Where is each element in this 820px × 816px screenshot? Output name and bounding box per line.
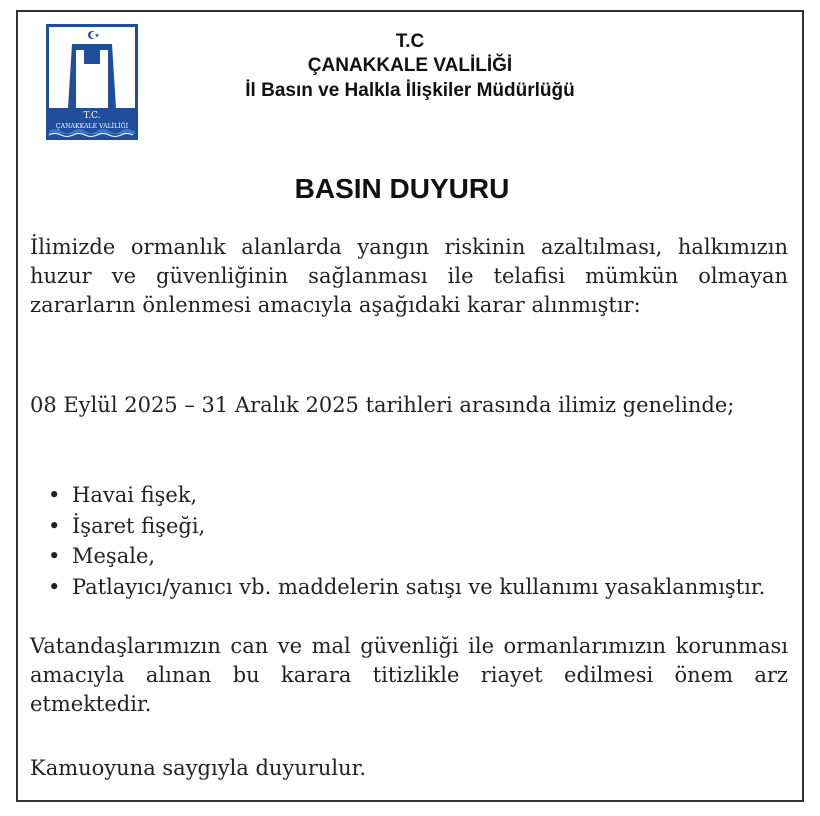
closing-line: Kamuoyuna saygıyla duyurulur. bbox=[30, 756, 367, 780]
bullet-icon: • bbox=[48, 483, 61, 507]
list-item-text: İşaret fişeği, bbox=[72, 513, 206, 538]
page-title: BASIN DUYURU bbox=[294, 173, 510, 204]
logo-text-tc: T.C. bbox=[83, 111, 101, 121]
list-item bbox=[48, 572, 765, 603]
header-line-mudurluk: İl Basın ve Halkla İlişkiler Müdürlüğü bbox=[245, 80, 575, 101]
bullet-icon: • bbox=[48, 513, 61, 538]
bullet-icon: • bbox=[48, 574, 61, 599]
list-item bbox=[48, 541, 765, 572]
header-line-valilik: ÇANAKKALE VALİLİĞİ bbox=[307, 55, 513, 76]
compliance-paragraph: Vatandaşlarımızın can ve mal güvenliği ile ormanlarımızın korunması amacıyla alınan bu karara titizlikle riayet edilmesi önem arz etmektedir. bbox=[30, 634, 788, 716]
prohibited-items-list bbox=[48, 480, 765, 602]
intro-paragraph: İlimizde ormanlık alanlarda yangın riskinin azaltılması, halkımızın huzur ve güvenliğinin sağlanması ile telafisi mümkün olmayan zararların önlenmesi amacıyla aşağıdaki karar alınmıştır: bbox=[30, 235, 788, 317]
canakkale-valiligi-logo bbox=[46, 24, 138, 140]
list-item-text: Patlayıcı/yanıcı vb. maddelerin satışı ve kullanımı yasaklanmıştır. bbox=[72, 574, 766, 599]
header-line-tc: T.C bbox=[395, 31, 425, 52]
list-item bbox=[48, 511, 765, 542]
date-range-paragraph: 08 Eylül 2025 – 31 Aralık 2025 tarihleri arasında ilimiz genelinde; bbox=[30, 393, 735, 417]
bullet-icon: • bbox=[48, 544, 61, 568]
list-item bbox=[48, 480, 765, 511]
logo-text-valilik: ÇANAKKALE VALİLİĞİ bbox=[55, 123, 129, 130]
list-item-text: Havai fişek, bbox=[72, 483, 198, 507]
list-item-text: Meşale, bbox=[72, 544, 156, 568]
